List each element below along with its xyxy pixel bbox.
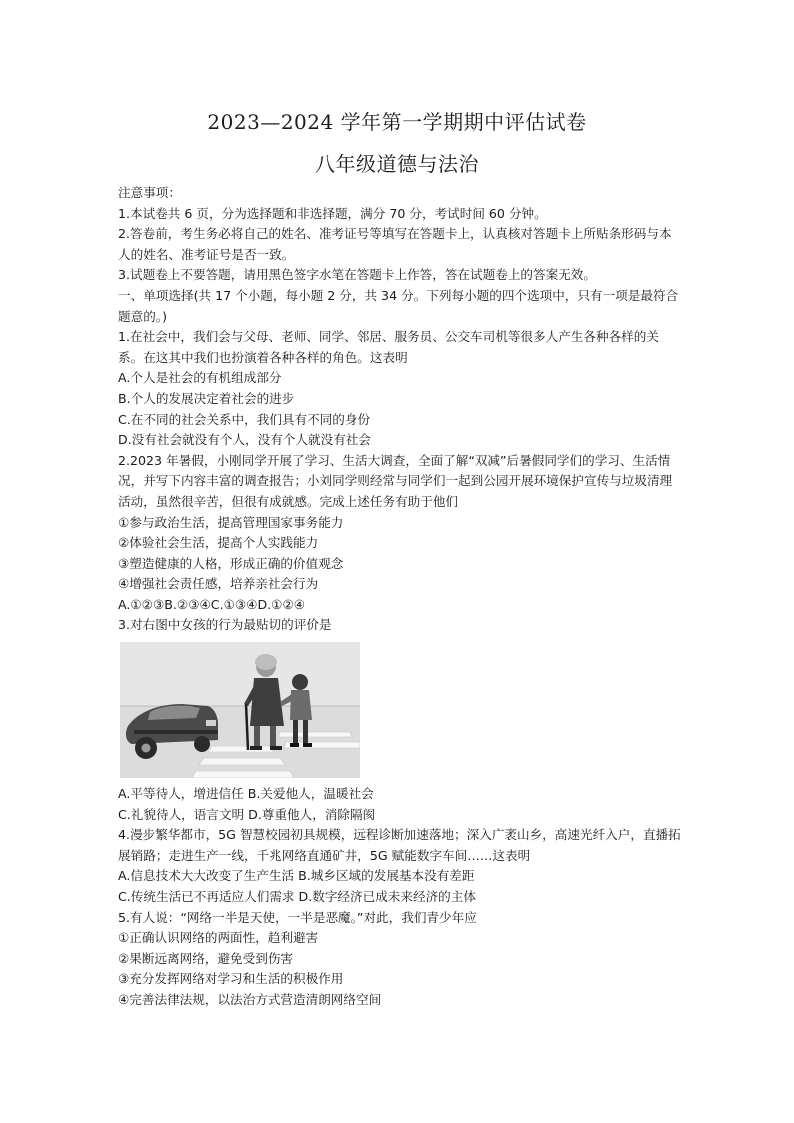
question-2-item-3: ③塑造健康的人格，形成正确的价值观念 [118, 555, 344, 571]
question-2-stem: 2.2023 年暑假，小刚同学开展了学习、生活大调查，全面了解“双减”后暑假同学们的学习、生活情况，并写下内容丰富的调查报告；小刘同学则经常与同学们一起到公园开展环境保护宣传与垃圾清理活动，虽然很辛苦，但很有成就感。完成上述任务有助于他们 [118, 452, 673, 509]
question-1-option-c: C.在不同的社会关系中，我们具有不同的身份 [118, 411, 371, 427]
question-5-item-4: ④完善法律法规，以法治方式营造清朗网络空间 [118, 992, 382, 1007]
question-5-item-1: ①正确认识网络的两面性，趋利避害 [118, 930, 319, 946]
question-1-stem: 1.在社会中，我们会与父母、老师、同学、邻居、服务员、公交车司机等很多人产生各种各样的关系。在这其中我们也扮演着各种各样的角色。这表明 [118, 329, 659, 365]
question-1-option-a: A.个人是社会的有机组成部分 [118, 370, 282, 386]
question-2-options: A.①②③B.②③④C.①③④D.①②④ [118, 596, 306, 612]
exam-content [118, 183, 684, 1011]
question-3-stem: 3.对右图中女孩的行为最贴切的评价是 [118, 617, 332, 633]
question-2-item-1: ①参与政治生活，提高管理国家事务能力 [118, 514, 344, 530]
question-2-item-2: ②体验社会生活，提高个人实践能力 [118, 535, 319, 551]
question-5-stem: 5.有人说：“网络一半是天使，一半是恶魔。”对此，我们青少年应 [118, 909, 477, 925]
note-item-2: 2.答卷前，考生务必将自己的姓名、准考证号等填写在答题卡上，认真核对答题卡上所贴条形码与本人的姓名、准考证号是否一致。 [118, 226, 672, 262]
note-item-1: 1.本试卷共 6 页，分为选择题和非选择题，满分 70 分，考试时间 60 分钟。 [118, 205, 547, 221]
section-heading: 一、单项选择(共 17 个小题，每小题 2 分，共 34 分。下列每小题的四个选项中，只有一项是最符合题意的。) [118, 287, 679, 324]
exam-subtitle: 八年级道德与法治 [315, 152, 479, 176]
question-3-options-line-1: A.平等待人，增进信任 B.关爱他人，温暖社会 [118, 786, 374, 802]
crosswalk-illustration [120, 642, 360, 778]
question-4-stem: 4.漫步繁华都市，5G 智慧校园初具规模，远程诊断加速落地；深入广袤山乡，高速光纤入户，直播拓展销路；走进生产一线，千兆网络直通矿井，5G 赋能数字车间……这表明 [118, 827, 681, 863]
question-3-options-line-2: C.礼貌待人，语言文明 D.尊重他人，消除隔阂 [118, 806, 376, 822]
question-5-item-2: ②果断远离网络，避免受到伤害 [118, 950, 294, 966]
question-1-option-b: B.个人的发展决定着社会的进步 [118, 390, 295, 406]
question-2-item-4: ④增强社会责任感，培养亲社会行为 [118, 576, 319, 592]
question-4-options-line-1: A.信息技术大大改变了生产生活 B.城乡区域的发展基本没有差距 [118, 868, 475, 884]
question-1-option-d: D.没有社会就没有个人，没有个人就没有社会 [118, 432, 371, 448]
question-5-item-3: ③充分发挥网络对学习和生活的积极作用 [118, 971, 344, 987]
notes-heading: 注意事项： [118, 185, 181, 200]
exam-title: 2023—2024 学年第一学期期中评估试卷 [207, 110, 587, 134]
note-item-3: 3.试题卷上不要答题，请用黑色签字水笔在答题卡上作答，答在试题卷上的答案无效。 [118, 267, 596, 283]
question-4-options-line-2: C.传统生活已不再适应人们需求 D.数字经济已成未来经济的主体 [118, 889, 476, 905]
